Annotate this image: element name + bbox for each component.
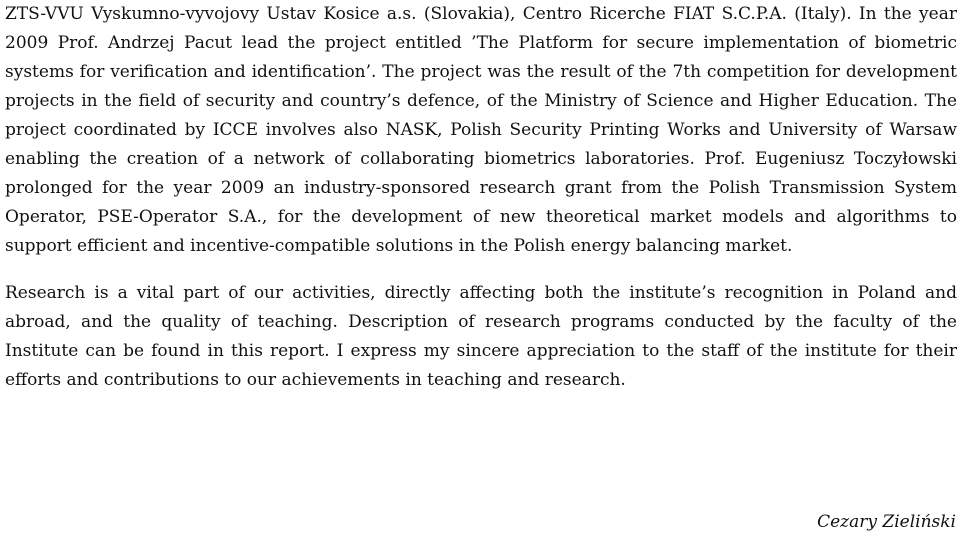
document-body <box>5 0 957 395</box>
paragraph-projects: ZTS-VVU Vyskumno-vyvojovy Ustav Kosice a.s. (Slovakia), Centro Ricerche FIAT S.C.P.A. (Italy). In the year 2009 Prof. Andrzej Pacut lead the project entitled ’The Platform for secure implementation of biometric systems for verification and identification’. The project was the result of the 7th competition for development projects in the field of security and country’s defence, of the Ministry of Science and Higher Education. The project coordinated by ICCE involves also NASK, Polish Security Printing Works and University of Warsaw enabling the creation of a network of collaborating biometrics laboratories. Prof. Eugeniusz Toczyłowski prolonged for the year 2009 an industry-sponsored research grant from the Polish Transmission System Operator, PSE-Operator S.A., for the development of new theoretical market models and algorithms to support efficient and incentive-compatible solutions in the Polish energy balancing market. <box>5 4 957 256</box>
signature: Cezary Zieliński <box>817 512 956 532</box>
paragraph-research: Research is a vital part of our activities, directly affecting both the institute’s recognition in Poland and abroad, and the quality of teaching. Description of research programs conducted by the faculty of the Institute can be found in this report. I express my sincere appreciation to the staff of the institute for their efforts and contributions to our achievements in teaching and research. <box>5 283 957 390</box>
